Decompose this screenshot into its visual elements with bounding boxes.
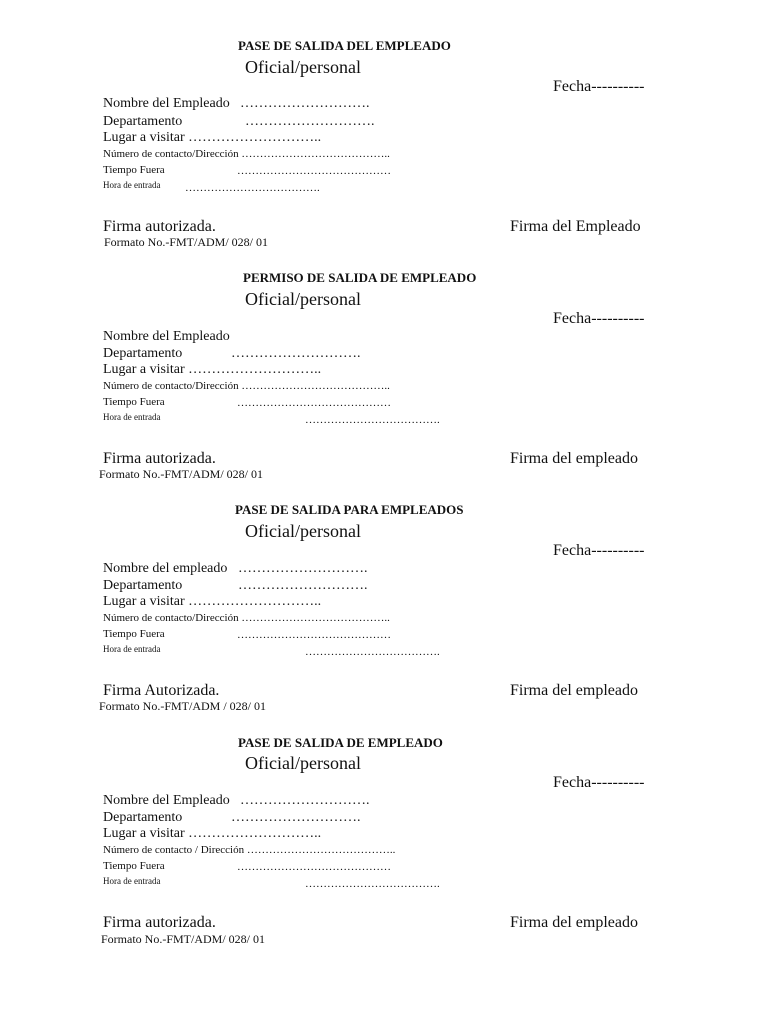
firma-autorizada: Firma autorizada. <box>103 218 216 235</box>
hora-label: Hora de entrada <box>103 876 161 886</box>
formato-number: Formato No.-FMT/ADM/ 028/ 01 <box>99 467 264 481</box>
tiempo-dots: …………………………………… <box>237 397 391 409</box>
tiempo-dots: …………………………………… <box>237 165 391 177</box>
hora-label: Hora de entrada <box>103 644 161 654</box>
tiempo-label: Tiempo Fuera <box>103 628 165 640</box>
firma-autorizada: Firma autorizada. <box>103 914 216 931</box>
firma-autorizada: Firma autorizada. <box>103 450 216 467</box>
nombre-label: Nombre del Empleado <box>103 96 230 111</box>
form-title: PASE DE SALIDA DE EMPLEADO <box>238 735 443 750</box>
lugar-field: Lugar a visitar ……………………….. <box>103 826 322 841</box>
tiempo-label: Tiempo Fuera <box>103 396 165 408</box>
formato-number: Formato No.-FMT/ADM/ 028/ 01 <box>101 932 266 946</box>
contacto-field: Número de contacto / Dirección ………………………………….. <box>103 844 396 856</box>
hora-label: Hora de entrada <box>103 412 161 422</box>
fecha-field: Fecha---------- <box>553 310 645 327</box>
departamento-dots: ………………………. <box>231 346 361 361</box>
firma-empleado: Firma del empleado <box>510 450 638 467</box>
departamento-label: Departamento <box>103 114 183 129</box>
firma-empleado: Firma del empleado <box>510 914 638 931</box>
nombre-dots: ………………………. <box>240 793 370 808</box>
form-subtitle: Oficial/personal <box>245 521 361 541</box>
formato-number: Formato No.-FMT/ADM / 028/ 01 <box>99 699 267 713</box>
hora-dots: ………………………………. <box>305 646 440 658</box>
tiempo-label: Tiempo Fuera <box>103 860 165 872</box>
form-subtitle: Oficial/personal <box>245 289 361 309</box>
formato-number: Formato No.-FMT/ADM/ 028/ 01 <box>104 235 269 249</box>
form-title: PERMISO DE SALIDA DE EMPLEADO <box>243 270 477 285</box>
tiempo-dots: …………………………………… <box>237 629 391 641</box>
departamento-dots: ………………………. <box>238 578 368 593</box>
form-title: PASE DE SALIDA PARA EMPLEADOS <box>235 502 464 517</box>
lugar-field: Lugar a visitar ……………………….. <box>103 594 322 609</box>
departamento-label: Departamento <box>103 810 183 825</box>
firma-empleado: Firma del empleado <box>510 682 638 699</box>
contacto-field: Número de contacto/Dirección ………………………………….. <box>103 612 390 624</box>
nombre-dots: ………………………. <box>238 561 368 576</box>
tiempo-label: Tiempo Fuera <box>103 164 165 176</box>
departamento-dots: ………………………. <box>231 810 361 825</box>
form-subtitle: Oficial/personal <box>245 57 361 77</box>
departamento-dots: ………………………. <box>245 114 375 129</box>
lugar-field: Lugar a visitar ……………………….. <box>103 130 322 145</box>
firma-empleado: Firma del Empleado <box>510 218 641 235</box>
fecha-field: Fecha---------- <box>553 542 645 559</box>
fecha-field: Fecha---------- <box>553 774 645 791</box>
fecha-field: Fecha---------- <box>553 78 645 95</box>
contacto-field: Número de contacto/Dirección ………………………………….. <box>103 148 390 160</box>
nombre-label: Nombre del empleado <box>103 561 228 576</box>
hora-label: Hora de entrada <box>103 180 161 190</box>
firma-autorizada: Firma Autorizada. <box>103 682 220 699</box>
form-subtitle: Oficial/personal <box>245 753 361 773</box>
nombre-dots: ………………………. <box>240 96 370 111</box>
hora-dots: ………………………………. <box>305 414 440 426</box>
contacto-field: Número de contacto/Dirección ………………………………….. <box>103 380 390 392</box>
departamento-label: Departamento <box>103 346 183 361</box>
hora-dots: ………………………………. <box>305 878 440 890</box>
hora-dots: ………………………………. <box>185 182 320 194</box>
lugar-field: Lugar a visitar ……………………….. <box>103 362 322 377</box>
form-title: PASE DE SALIDA DEL EMPLEADO <box>238 38 451 53</box>
nombre-label: Nombre del Empleado <box>103 329 230 344</box>
tiempo-dots: …………………………………… <box>237 861 391 873</box>
nombre-label: Nombre del Empleado <box>103 793 230 808</box>
departamento-label: Departamento <box>103 578 183 593</box>
